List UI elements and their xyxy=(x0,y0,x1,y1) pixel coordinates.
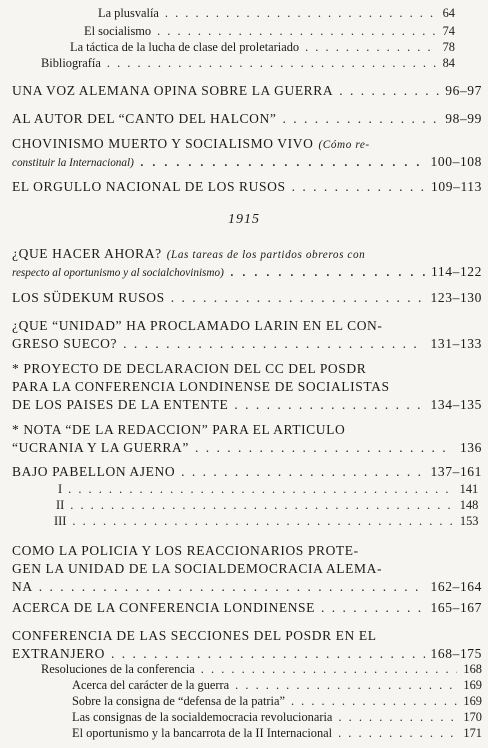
toc-entry-autor-canto[interactable] xyxy=(12,111,482,127)
dot-leader xyxy=(292,179,425,195)
toc-entry-caracter[interactable] xyxy=(72,678,482,693)
toc-entry-title: * PROYECTO DE DECLARACION DEL CC DEL POSDR xyxy=(12,361,367,376)
toc-entry-note: respecto al oportunismo y al socialchovinismo) xyxy=(12,267,224,279)
toc-entry-title: Sobre la consigna de “defensa de la patria” xyxy=(72,694,285,708)
dot-leader xyxy=(140,153,425,171)
toc-entry-page: 84 xyxy=(442,56,455,70)
toc-entry-title: AL AUTOR DEL “CANTO DEL HALCON” xyxy=(12,111,277,126)
toc-entry-page: 98–99 xyxy=(445,111,482,126)
toc-entry-page: 109–113 xyxy=(431,179,482,194)
toc-entry-title: GRESO SUECO? xyxy=(12,336,118,351)
toc-entry-pabellon-i[interactable] xyxy=(58,482,482,497)
toc-entry-consignas-rev[interactable] xyxy=(72,710,482,725)
toc-entry-page: 78 xyxy=(442,40,455,54)
toc-entry-tactica[interactable] xyxy=(70,40,455,55)
toc-entry-page: 168–175 xyxy=(430,646,482,661)
dot-leader xyxy=(338,710,457,725)
toc-entry-page: 134–135 xyxy=(430,397,482,412)
toc-entry-page: 96–97 xyxy=(445,83,482,98)
toc-entry-page: 165–167 xyxy=(430,600,482,615)
toc-entry-page: 136 xyxy=(459,440,482,455)
toc-entry-title: II xyxy=(56,498,65,512)
dot-leader xyxy=(305,40,437,55)
toc-entry-page: 100–108 xyxy=(430,154,482,169)
toc-entry-page: 64 xyxy=(442,6,455,20)
toc-entry-page: 168 xyxy=(463,662,482,676)
toc-entry-title: GEN LA UNIDAD DE LA SOCIALDEMOCRACIA ALEMA- xyxy=(12,561,383,576)
toc-entry-title: “UCRANIA Y LA GUERRA” xyxy=(12,440,189,455)
toc-entry-title: ¿QUE “UNIDAD” HA PROCLAMADO LARIN EN EL CON- xyxy=(12,318,383,333)
dot-leader xyxy=(201,662,458,677)
toc-entry-title: LOS SÜDEKUM RUSOS xyxy=(12,290,165,305)
dot-leader xyxy=(235,678,457,693)
toc-entry-orgullo[interactable] xyxy=(12,179,482,195)
toc-entry-nota-redaccion[interactable] xyxy=(0,422,488,460)
toc-entry-chovinismo[interactable] xyxy=(0,136,488,172)
dot-leader xyxy=(68,482,454,497)
toc-entry-unidad-larin[interactable] xyxy=(0,318,488,356)
dot-leader xyxy=(181,464,424,480)
toc-entry-sudekum[interactable] xyxy=(12,290,482,306)
dot-leader xyxy=(195,440,454,456)
toc-entry-acerca-conferencia[interactable] xyxy=(12,600,482,616)
toc-entry-title: CHOVINISMO MUERTO Y SOCIALISMO VIVO xyxy=(12,136,314,151)
toc-entry-title: * NOTA “DE LA REDACCION” PARA EL ARTICULO xyxy=(12,422,346,437)
dot-leader xyxy=(123,336,424,352)
toc-entry-socialismo[interactable] xyxy=(84,24,455,39)
toc-entry-page: 169 xyxy=(463,678,482,692)
dot-leader xyxy=(107,56,437,71)
toc-entry-note: (Cómo re- xyxy=(318,139,370,151)
dot-leader xyxy=(171,290,425,306)
toc-entry-page: 171 xyxy=(463,726,482,740)
dot-leader xyxy=(39,579,425,595)
toc-entry-voz-alemana[interactable] xyxy=(12,83,482,99)
dot-leader xyxy=(111,646,425,662)
toc-entry-title: EL ORGULLO NACIONAL DE LOS RUSOS xyxy=(12,179,286,194)
toc-entry-title: DE LOS PAISES DE LA ENTENTE xyxy=(12,397,229,412)
toc-entry-note: constituir la Internacional) xyxy=(12,157,134,169)
toc-entry-title: Bibliografía xyxy=(41,56,101,70)
toc-entry-title: COMO LA POLICIA Y LOS REACCIONARIOS PROTE- xyxy=(12,543,359,558)
toc-entry-title: La táctica de la lucha de clase del proletariado xyxy=(70,40,300,54)
toc-entry-oportunismo[interactable] xyxy=(72,726,482,741)
toc-entry-policia[interactable] xyxy=(0,543,488,599)
toc-entry-title: ACERCA DE LA CONFERENCIA LONDINENSE xyxy=(12,600,316,615)
toc-entry-title: EXTRANJERO xyxy=(12,646,105,661)
toc-entry-title: BAJO PABELLON AJENO xyxy=(12,464,176,479)
toc-entry-title: III xyxy=(54,514,67,528)
dot-leader xyxy=(291,694,457,709)
toc-entry-title: La plusvalía xyxy=(98,6,159,20)
dot-leader xyxy=(230,263,425,281)
toc-entry-page: 170 xyxy=(463,710,482,724)
dot-leader xyxy=(338,726,457,741)
toc-entry-title: CONFERENCIA DE LAS SECCIONES DEL POSDR EN EL xyxy=(12,628,377,643)
toc-entry-title: NA xyxy=(12,579,33,594)
toc-entry-page: 123–130 xyxy=(430,290,482,305)
toc-entry-page: 131–133 xyxy=(430,336,482,351)
toc-entry-page: 137–161 xyxy=(430,464,482,479)
toc-entry-bibliografia[interactable] xyxy=(41,56,455,71)
dot-leader xyxy=(72,514,453,529)
toc-entry-page: 114–122 xyxy=(431,264,482,279)
toc-entry-title: Acerca del carácter de la guerra xyxy=(72,678,230,692)
toc-entry-consigna[interactable] xyxy=(72,694,482,709)
toc-entry-page: 148 xyxy=(459,498,479,512)
toc-entry-pabellon[interactable] xyxy=(12,464,482,480)
toc-entry-note: (Las tareas de los partidos obreros con xyxy=(166,249,366,261)
toc-entry-page: 153 xyxy=(459,514,479,528)
toc-entry-title: El socialismo xyxy=(84,24,152,38)
toc-entry-plusvalia[interactable] xyxy=(98,6,455,21)
toc-entry-page: 74 xyxy=(442,24,455,38)
dot-leader xyxy=(321,600,425,616)
toc-entry-page: 162–164 xyxy=(430,579,482,594)
toc-entry-que-hacer[interactable] xyxy=(0,246,488,282)
toc-entry-pabellon-iii[interactable] xyxy=(54,514,482,529)
dot-leader xyxy=(282,111,439,127)
toc-entry-page: 169 xyxy=(463,694,482,708)
toc-entry-conferencia-secciones[interactable] xyxy=(0,628,488,666)
toc-entry-title: El oportunismo y la bancarrota de la II Internacional xyxy=(72,726,333,740)
dot-leader xyxy=(234,397,424,413)
dot-leader xyxy=(157,24,437,39)
year-heading: 1915 xyxy=(228,212,260,227)
toc-entry-title: UNA VOZ ALEMANA OPINA SOBRE LA GUERRA xyxy=(12,83,334,98)
toc-entry-page: 141 xyxy=(459,482,479,496)
dot-leader xyxy=(70,498,454,513)
toc-entry-title: Las consignas de la socialdemocracia revolucionaria xyxy=(72,710,333,724)
toc-entry-title: Resoluciones de la conferencia xyxy=(41,662,195,676)
toc-entry-title: I xyxy=(58,482,63,496)
toc-entry-proyecto[interactable] xyxy=(0,361,488,417)
toc-entry-resoluciones[interactable] xyxy=(41,662,482,677)
toc-entry-title: ¿QUE HACER AHORA? xyxy=(12,246,162,261)
dot-leader xyxy=(165,6,437,21)
dot-leader xyxy=(339,83,439,99)
toc-entry-pabellon-ii[interactable] xyxy=(56,498,482,513)
toc-entry-title: PARA LA CONFERENCIA LONDINENSE DE SOCIALISTAS xyxy=(12,379,390,394)
